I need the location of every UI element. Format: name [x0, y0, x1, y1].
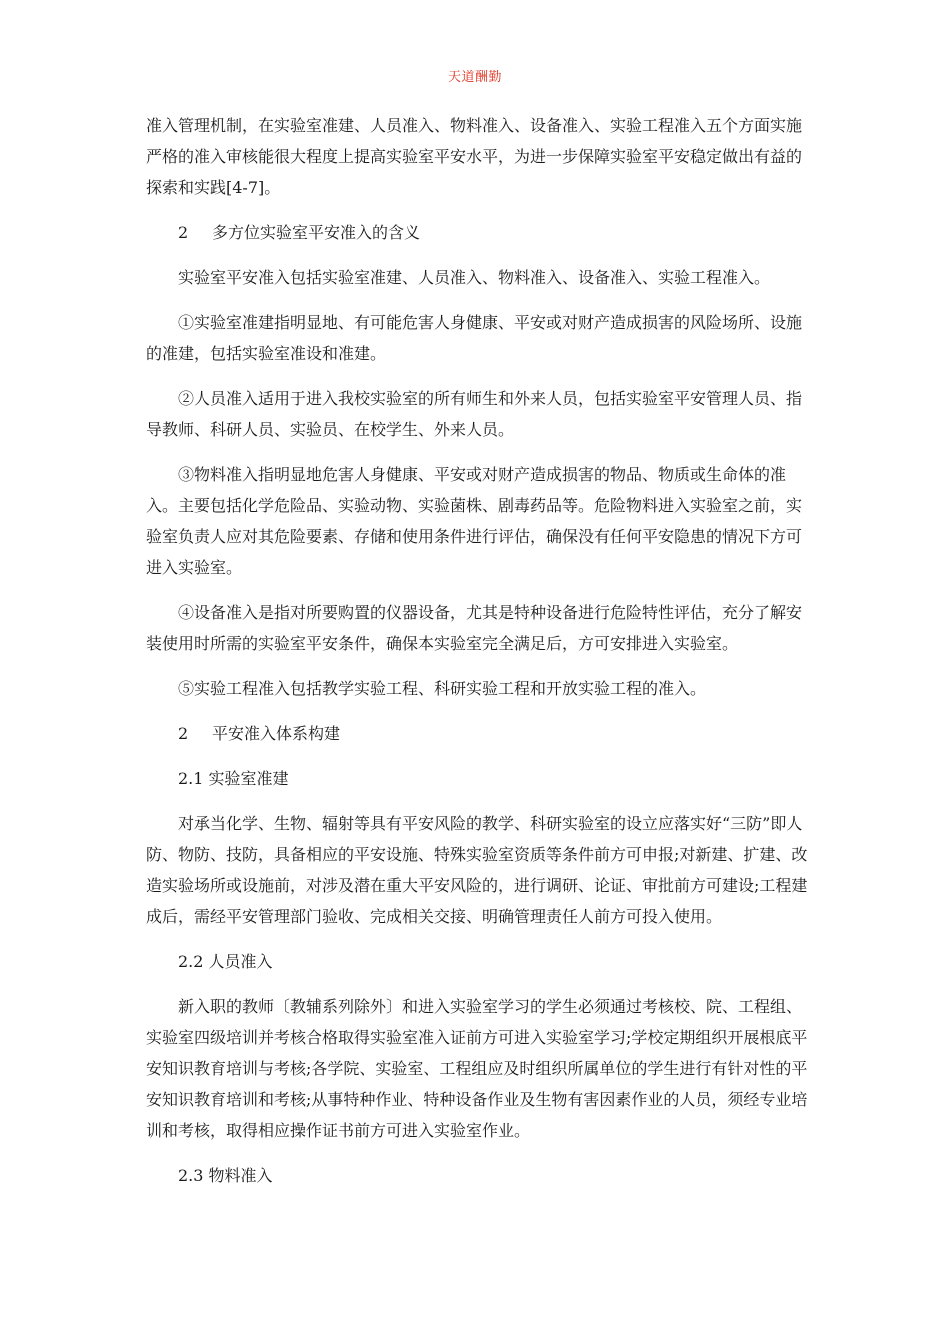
list-paragraph-4: ④设备准入是指对所要购置的仪器设备，尤其是特种设备进行危险特性评估，充分了解安装使用时所需的实验室平安条件，确保本实验室完全满足后，方可安排进入实验室。 — [146, 603, 803, 653]
section-title: 平安准入体系构建 — [212, 724, 341, 743]
section-title: 多方位实验室平安准入的含义 — [212, 223, 421, 242]
section-number: 2 — [178, 724, 189, 743]
list-paragraph-2: ②人员准入适用于进入我校实验室的所有师生和外来人员，包括实验室平安管理人员、指导教师、科研人员、实验员、在校学生、外来人员。 — [146, 389, 803, 439]
list-paragraph-3: ③物料准入指明显地危害人身健康、平安或对财产造成损害的物品、物质或生命体的准入。主要包括化学危险品、实验动物、实验菌株、剧毒药品等。危险物料进入实验室之前，实验室负责人应对其危险要素、存储和使用条件进行评估，确保没有任何平安隐患的情况下方可进入实验室。 — [146, 465, 803, 577]
subsection-heading: 2.1 实验室准建 — [178, 769, 289, 788]
list-paragraph-5: ⑤实验工程准入包括教学实验工程、科研实验工程和开放实验工程的准入。 — [178, 679, 707, 698]
paragraph: 对承当化学、生物、辐射等具有平安风险的教学、科研实验室的设立应落实好“三防”即人防、物防、技防，具备相应的平安设施、特殊实验室资质等条件前方可申报;对新建、扩建、改造实验场所或设施前，对涉及潜在重大平安风险的，进行调研、论证、审批前方可建设;工程建成后，需经平安管理部门验收、完成相关交接、明确管理责任人前方可投入使用。 — [146, 814, 808, 926]
subsection-heading: 2.2 人员准入 — [178, 952, 273, 971]
list-paragraph-1: ①实验室准建指明显地、有可能危害人身健康、平安或对财产造成损害的风险场所、设施的准建，包括实验室准设和准建。 — [146, 313, 803, 363]
section-heading — [146, 718, 814, 749]
page-header: 天道酬勤 — [447, 70, 502, 85]
paragraph: 新入职的教师〔教辅系列除外〕和进入实验室学习的学生必须通过考核校、院、工程组、实验室四级培训并考核合格取得实验室准入证前方可进入实验室学习;学校定期组织开展根底平安知识教育培训与考核;各学院、实验室、工程组应及时组织所属单位的学生进行有针对性的平安知识教育培训和考核;从事特种作业、特种设备作业及生物有害因素作业的人员，须经专业培训和考核，取得相应操作证书前方可进入实验室作业。 — [146, 997, 808, 1140]
section-number: 2 — [178, 223, 189, 242]
paragraph-intro-continuation: 准入管理机制，在实验室准建、人员准入、物料准入、设备准入、实验工程准入五个方面实施严格的准入审核能很大程度上提高实验室平安水平，为进一步保障实验室平安稳定做出有益的探索和实践[4-7]。 — [146, 116, 803, 197]
document-body — [146, 110, 814, 1205]
subsection-heading: 2.3 物料准入 — [178, 1166, 273, 1185]
section-heading — [146, 217, 814, 248]
paragraph: 实验室平安准入包括实验室准建、人员准入、物料准入、设备准入、实验工程准入。 — [178, 268, 771, 287]
